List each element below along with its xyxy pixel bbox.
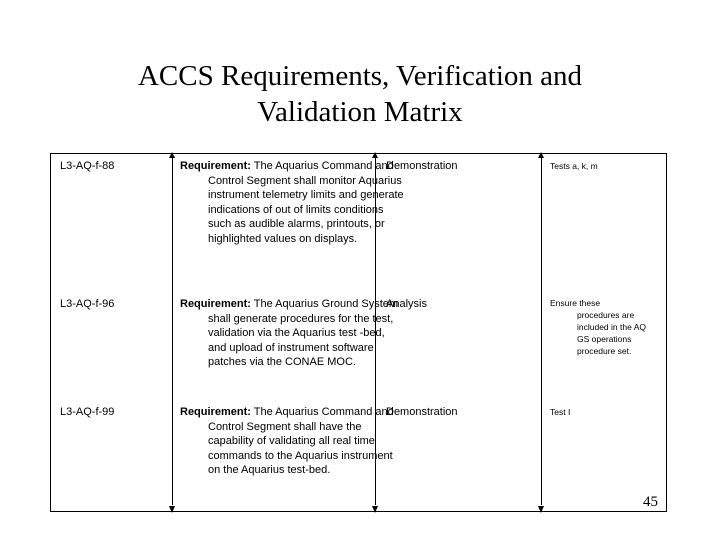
row-3-method: Demonstration [386, 406, 458, 418]
row-3-test [550, 406, 570, 418]
row-1-requirement [180, 159, 404, 246]
row-3-req-text: The Aquarius Command and Control Segment shall have the capability of validating all real time commands to the Aquarius instrument on the Aquarius test-bed. [208, 406, 394, 476]
divider-3-top-arrow [538, 152, 544, 158]
row-2-test-line: included in the AQ [577, 322, 646, 332]
row-3-test-line: Test I [550, 407, 571, 417]
divider-2-bottom-arrow [372, 506, 378, 513]
row-2-test [550, 297, 646, 357]
column-divider-3 [541, 153, 542, 505]
row-2-test-line: procedure set. [577, 346, 632, 356]
row-1-req-label: Requirement: [180, 160, 251, 172]
divider-2-top-arrow [372, 152, 378, 158]
row-1-req-text: The Aquarius Command and Control Segment shall monitor Aquarius instrument telemetry limits and generate indications of out of limits conditions such as audible alarms, printouts, or highlighted values on displays. [208, 160, 404, 245]
row-1-test-line: Tests a, k, m [550, 161, 598, 171]
row-2-requirement [180, 297, 404, 370]
row-1-id: L3-AQ-f-88 [60, 160, 115, 172]
slide-title [0, 58, 720, 130]
row-2-test-line: procedures are [577, 310, 635, 320]
row-3-req-label: Requirement: [180, 406, 251, 418]
row-2-method: Analysis [386, 298, 427, 310]
title-line-2: Validation Matrix [257, 96, 463, 128]
page-number: 45 [643, 494, 658, 510]
title-line-1: ACCS Requirements, Verification and [137, 60, 583, 92]
requirements-matrix [50, 153, 667, 512]
row-2-test-line: GS operations [577, 334, 632, 344]
row-2-req-label: Requirement: [180, 298, 251, 310]
row-1-method: Demonstration [386, 160, 458, 172]
row-2-test-line: Ensure these [550, 298, 601, 308]
row-2-id: L3-AQ-f-96 [60, 298, 115, 310]
divider-3-bottom-arrow [538, 506, 544, 513]
divider-1-top-arrow [169, 152, 175, 158]
row-1-test [550, 160, 598, 172]
divider-1-bottom-arrow [169, 506, 175, 513]
row-2-req-text: The Aquarius Ground System shall generate procedures for the test, validation via the Aquarius test -bed, and upload of instrument software patches via the CONAE MOC. [208, 298, 399, 368]
column-divider-1 [172, 153, 173, 505]
row-3-id: L3-AQ-f-99 [60, 406, 115, 418]
row-3-requirement [180, 405, 404, 478]
